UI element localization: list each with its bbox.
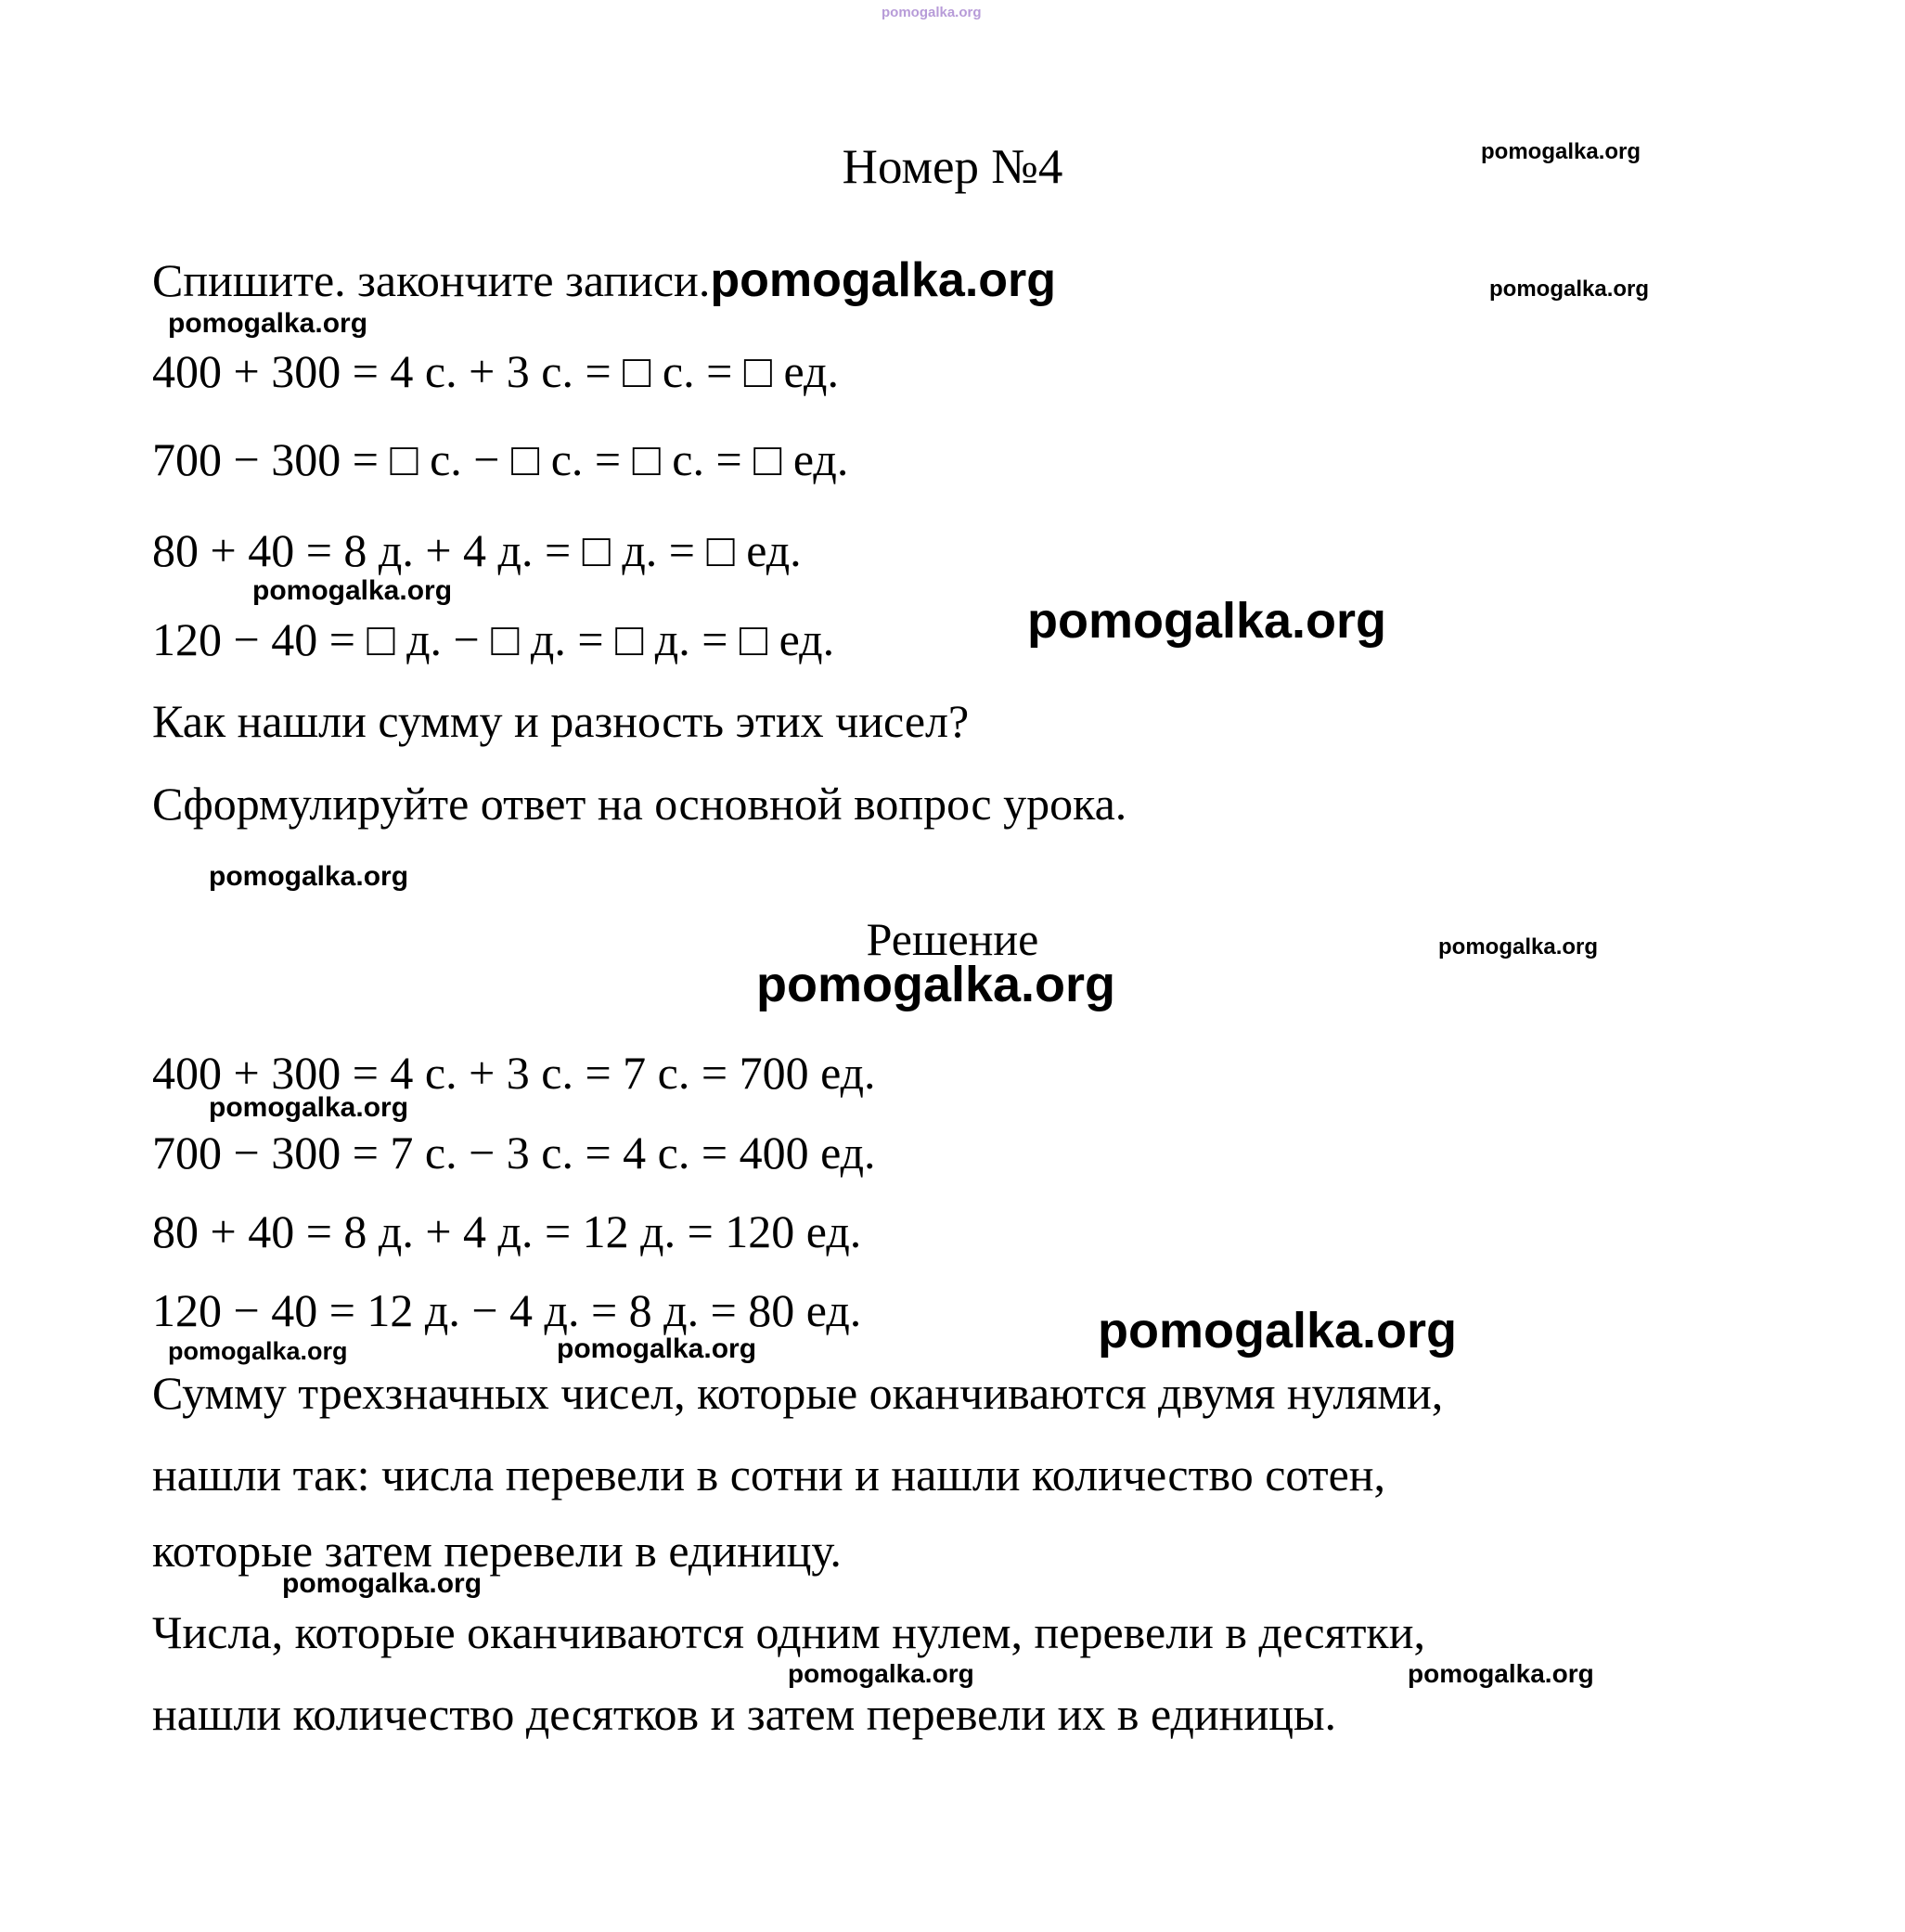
explanation-line: нашли количество десятков и затем перевели их в единицы. <box>152 1688 1337 1740</box>
watermark: pomogalka.org <box>1408 1659 1594 1688</box>
watermark: pomogalka.org <box>209 1092 409 1123</box>
explanation-line: которые затем перевели в единицу. <box>152 1525 842 1577</box>
watermark: pomogalka.org <box>882 5 982 20</box>
watermark: pomogalka.org <box>168 1337 348 1365</box>
watermark: pomogalka.org <box>1027 593 1387 649</box>
explanation-line: Числа, которые оканчиваются одним нулем, перевели в десятки, <box>152 1606 1425 1658</box>
equation-line: 80 + 40 = 8 д. + 4 д. = □ д. = □ ед. <box>152 524 802 576</box>
question-line: Как нашли сумму и разность этих чисел? <box>152 695 970 747</box>
watermark: pomogalka.org <box>756 957 1116 1012</box>
solution-equation-line: 80 + 40 = 8 д. + 4 д. = 12 д. = 120 ед. <box>152 1205 862 1257</box>
equation-line: 700 − 300 = □ с. − □ с. = □ с. = □ ед. <box>152 433 849 485</box>
watermark: pomogalka.org <box>1489 277 1650 302</box>
page-title: Номер №4 <box>842 140 1063 194</box>
explanation-line: Сумму трехзначных чисел, которые оканчиваются двумя нулями, <box>152 1367 1444 1419</box>
watermark: pomogalka.org <box>710 253 1057 307</box>
solution-equation-line: 400 + 300 = 4 с. + 3 с. = 7 с. = 700 ед. <box>152 1047 876 1099</box>
watermark: pomogalka.org <box>1098 1303 1458 1359</box>
equation-line: 120 − 40 = □ д. − □ д. = □ д. = □ ед. <box>152 613 835 665</box>
question-line: Сформулируйте ответ на основной вопрос урока. <box>152 778 1127 830</box>
solution-equation-line: 700 − 300 = 7 с. − 3 с. = 4 с. = 400 ед. <box>152 1127 876 1179</box>
watermark: pomogalka.org <box>209 861 409 892</box>
task-intro-line <box>152 253 1056 309</box>
watermark: pomogalka.org <box>282 1568 483 1599</box>
solution-equation-line: 120 − 40 = 12 д. − 4 д. = 8 д. = 80 ед. <box>152 1284 862 1336</box>
watermark: pomogalka.org <box>788 1659 974 1688</box>
equation-line: 400 + 300 = 4 с. + 3 с. = □ с. = □ ед. <box>152 345 839 397</box>
watermark: pomogalka.org <box>1481 139 1641 164</box>
watermark: pomogalka.org <box>557 1333 757 1364</box>
task-intro: Спишите. закончите записи. <box>152 254 711 306</box>
watermark: pomogalka.org <box>1438 934 1599 960</box>
watermark: pomogalka.org <box>252 575 453 606</box>
explanation-line: нашли так: числа перевели в сотни и нашли количество сотен, <box>152 1449 1386 1501</box>
watermark: pomogalka.org <box>168 308 368 339</box>
solution-heading: Решение <box>866 913 1039 965</box>
